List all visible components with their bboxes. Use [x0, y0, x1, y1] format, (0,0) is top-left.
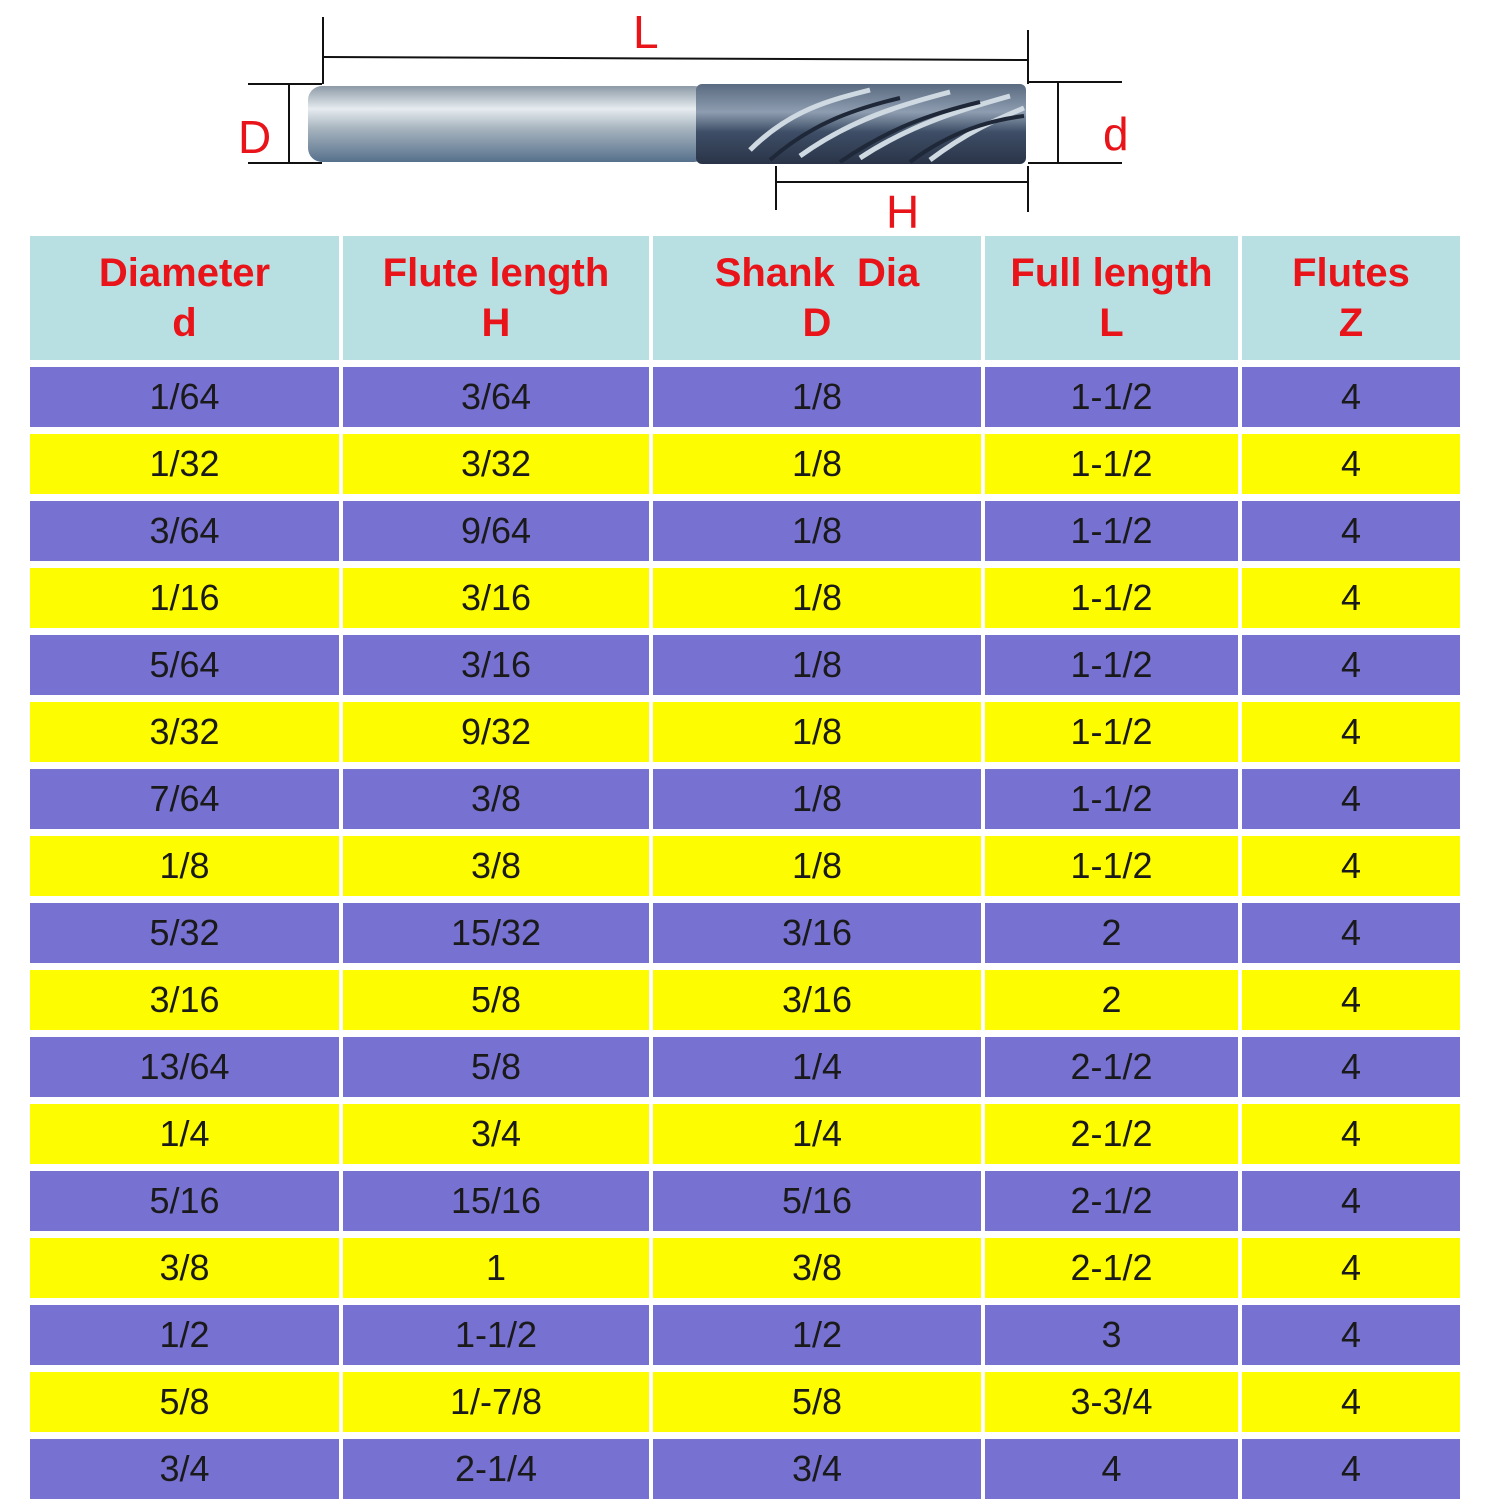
cell-full-length: 4 — [985, 1439, 1238, 1499]
cell-flutes: 4 — [1242, 1104, 1460, 1164]
header-diameter: Diameter d — [30, 236, 339, 360]
cell-flute-length: 3/8 — [343, 836, 649, 896]
table-row — [30, 1171, 1460, 1231]
cell-flutes: 4 — [1242, 702, 1460, 762]
cell-shank-dia: 3/4 — [653, 1439, 981, 1499]
header-full-length: Full length L — [985, 236, 1238, 360]
cell-flute-length: 3/16 — [343, 568, 649, 628]
cell-diameter: 13/64 — [30, 1037, 339, 1097]
table-row — [30, 970, 1460, 1030]
table-row — [30, 903, 1460, 963]
cell-flute-length: 1/-7/8 — [343, 1372, 649, 1432]
cell-flutes: 4 — [1242, 568, 1460, 628]
cell-shank-dia: 1/8 — [653, 501, 981, 561]
cell-diameter: 1/8 — [30, 836, 339, 896]
end-mill-spec-table — [26, 229, 1464, 1506]
cell-full-length: 2-1/2 — [985, 1171, 1238, 1231]
cell-full-length: 2 — [985, 970, 1238, 1030]
cell-flute-length: 3/16 — [343, 635, 649, 695]
cell-full-length: 1-1/2 — [985, 635, 1238, 695]
cell-diameter: 1/2 — [30, 1305, 339, 1365]
cell-flutes: 4 — [1242, 1439, 1460, 1499]
table-row — [30, 1037, 1460, 1097]
table-row — [30, 434, 1460, 494]
cell-flute-length: 5/8 — [343, 1037, 649, 1097]
cell-flutes: 4 — [1242, 769, 1460, 829]
cell-diameter: 3/64 — [30, 501, 339, 561]
cell-full-length: 2-1/2 — [985, 1104, 1238, 1164]
cell-flutes: 4 — [1242, 635, 1460, 695]
cell-diameter: 1/64 — [30, 367, 339, 427]
cell-shank-dia: 1/8 — [653, 568, 981, 628]
cell-diameter: 7/64 — [30, 769, 339, 829]
tool-coated-body — [696, 84, 1026, 164]
cell-flute-length: 2-1/4 — [343, 1439, 649, 1499]
cell-full-length: 1-1/2 — [985, 836, 1238, 896]
cell-full-length: 2-1/2 — [985, 1238, 1238, 1298]
cell-shank-dia: 1/4 — [653, 1104, 981, 1164]
dimension-L — [323, 17, 1028, 84]
cell-flute-length: 3/4 — [343, 1104, 649, 1164]
cell-flutes: 4 — [1242, 434, 1460, 494]
cell-diameter: 3/4 — [30, 1439, 339, 1499]
cell-flute-length: 9/32 — [343, 702, 649, 762]
cell-shank-dia: 1/4 — [653, 1037, 981, 1097]
cell-flute-length: 1 — [343, 1238, 649, 1298]
cell-shank-dia: 3/8 — [653, 1238, 981, 1298]
spec-table-header — [30, 236, 1460, 360]
dimension-label-L: L — [633, 6, 659, 58]
header-flute-length: Flute length H — [343, 236, 649, 360]
tool-shank — [308, 86, 708, 162]
cell-flutes: 4 — [1242, 1037, 1460, 1097]
cell-full-length: 1-1/2 — [985, 434, 1238, 494]
cell-flutes: 4 — [1242, 1305, 1460, 1365]
table-row — [30, 1305, 1460, 1365]
cell-flute-length: 5/8 — [343, 970, 649, 1030]
cell-full-length: 1-1/2 — [985, 501, 1238, 561]
cell-flutes: 4 — [1242, 501, 1460, 561]
cell-full-length: 1-1/2 — [985, 367, 1238, 427]
header-shank-dia: Shank Dia D — [653, 236, 981, 360]
cell-flutes: 4 — [1242, 1372, 1460, 1432]
table-row — [30, 1372, 1460, 1432]
cell-shank-dia: 1/8 — [653, 769, 981, 829]
table-row — [30, 769, 1460, 829]
table-row — [30, 1104, 1460, 1164]
cell-diameter: 5/64 — [30, 635, 339, 695]
cell-shank-dia: 1/8 — [653, 836, 981, 896]
cell-shank-dia: 1/8 — [653, 635, 981, 695]
end-mill-tool — [308, 84, 1026, 164]
cell-flutes: 4 — [1242, 903, 1460, 963]
table-row — [30, 702, 1460, 762]
cell-flute-length: 15/16 — [343, 1171, 649, 1231]
cell-diameter: 5/32 — [30, 903, 339, 963]
cell-flute-length: 3/64 — [343, 367, 649, 427]
header-flutes: Flutes Z — [1242, 236, 1460, 360]
cell-shank-dia: 3/16 — [653, 970, 981, 1030]
table-row — [30, 568, 1460, 628]
cell-diameter: 5/16 — [30, 1171, 339, 1231]
table-row — [30, 1439, 1460, 1499]
header-row — [30, 236, 1460, 360]
cell-flutes: 4 — [1242, 970, 1460, 1030]
table-row — [30, 501, 1460, 561]
cell-diameter: 1/16 — [30, 568, 339, 628]
dimension-label-D: D — [238, 111, 272, 163]
cell-full-length: 3-3/4 — [985, 1372, 1238, 1432]
cell-shank-dia: 1/2 — [653, 1305, 981, 1365]
cell-shank-dia: 5/8 — [653, 1372, 981, 1432]
cell-full-length: 3 — [985, 1305, 1238, 1365]
dimension-label-d: d — [1103, 108, 1129, 160]
cell-shank-dia: 1/8 — [653, 367, 981, 427]
cell-flutes: 4 — [1242, 1238, 1460, 1298]
cell-flute-length: 3/8 — [343, 769, 649, 829]
cell-flutes: 4 — [1242, 1171, 1460, 1231]
table-row — [30, 1238, 1460, 1298]
cell-flute-length: 15/32 — [343, 903, 649, 963]
cell-flute-length: 1-1/2 — [343, 1305, 649, 1365]
cell-shank-dia: 1/8 — [653, 702, 981, 762]
end-mill-dimension-diagram — [0, 0, 1500, 230]
cell-diameter: 3/16 — [30, 970, 339, 1030]
cell-diameter: 1/4 — [30, 1104, 339, 1164]
cell-diameter: 3/8 — [30, 1238, 339, 1298]
cell-full-length: 1-1/2 — [985, 568, 1238, 628]
cell-flutes: 4 — [1242, 836, 1460, 896]
cell-full-length: 2-1/2 — [985, 1037, 1238, 1097]
cell-full-length: 1-1/2 — [985, 769, 1238, 829]
cell-diameter: 1/32 — [30, 434, 339, 494]
cell-flutes: 4 — [1242, 367, 1460, 427]
cell-flute-length: 3/32 — [343, 434, 649, 494]
table-row — [30, 635, 1460, 695]
table-row — [30, 836, 1460, 896]
cell-diameter: 5/8 — [30, 1372, 339, 1432]
dimension-label-H: H — [886, 186, 920, 230]
cell-full-length: 1-1/2 — [985, 702, 1238, 762]
cell-flute-length: 9/64 — [343, 501, 649, 561]
cell-full-length: 2 — [985, 903, 1238, 963]
cell-shank-dia: 1/8 — [653, 434, 981, 494]
table-row — [30, 367, 1460, 427]
spec-table-body — [30, 367, 1460, 1499]
cell-shank-dia: 5/16 — [653, 1171, 981, 1231]
cell-shank-dia: 3/16 — [653, 903, 981, 963]
cell-diameter: 3/32 — [30, 702, 339, 762]
